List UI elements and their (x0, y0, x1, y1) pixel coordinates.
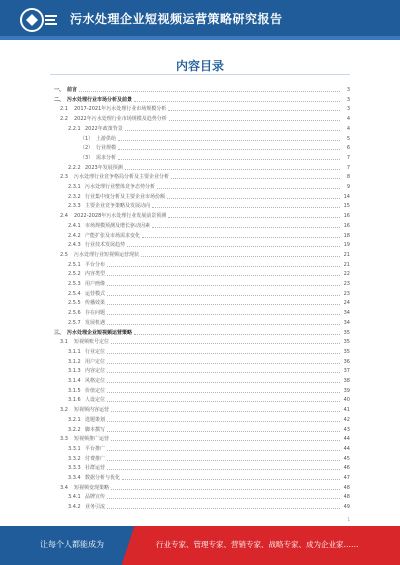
toc-entry[interactable] (54, 172, 350, 182)
toc-entry-page: 19 (343, 242, 350, 249)
toc-entry-number: 3.4 (60, 484, 68, 491)
toc-entry-number: 一、 (54, 87, 65, 93)
toc-entry-title: 污水处理行业市场分析及前景 (67, 96, 133, 103)
toc-leader-dots (107, 314, 340, 315)
toc-entry-number: 2.4.3 (68, 242, 81, 249)
toc-entry-page: 18 (343, 232, 350, 239)
toc-entry-number: 3.3.2 (68, 455, 81, 462)
report-title: 污水处理企业短视频运营策略研究报告 (70, 12, 283, 26)
toc-entry-title: 发展机遇 (85, 319, 106, 326)
toc-entry-number: 3.3 (60, 436, 68, 443)
toc-entry-title: 需求分析 (96, 154, 117, 161)
toc-entry[interactable] (54, 143, 350, 153)
toc-entry-title: 付费推广 (85, 455, 106, 462)
toc-entry-number: 2.5.4 (68, 290, 81, 297)
toc-entry-page: 9 (346, 184, 350, 190)
toc-entry[interactable] (54, 492, 350, 502)
toc-leader-dots (152, 207, 340, 208)
toc-entry-page: 40 (343, 397, 350, 404)
toc-divider (50, 74, 350, 75)
toc-entry-number: 3.1.4 (68, 378, 81, 384)
toc-entry-number: 2.3.2 (68, 193, 81, 200)
toc-entry-number: 3.4.1 (68, 494, 81, 501)
toc-entry-page: 5 (346, 135, 350, 142)
toc-entry-page: 3 (346, 96, 350, 103)
toc-entry-title: 市场规模预测及增长驱动因素 (85, 222, 151, 229)
toc-entry-page: 3 (346, 106, 350, 113)
toc-entry[interactable] (54, 318, 350, 328)
toc-leader-dots (167, 198, 340, 199)
toc-entry[interactable] (54, 250, 350, 260)
toc-entry[interactable] (54, 163, 350, 173)
toc-entry[interactable] (54, 221, 350, 231)
toc-entry[interactable] (54, 434, 350, 444)
toc-entry-title: 脚本撰写 (85, 426, 106, 433)
toc-leader-dots (107, 392, 340, 393)
toc-leader-dots (111, 411, 340, 412)
toc-entry[interactable] (54, 463, 350, 473)
toc-entry-page: 43 (343, 426, 350, 433)
toc-entry-page: 45 (343, 455, 350, 462)
toc-leader-dots (107, 266, 340, 267)
table-of-contents (54, 85, 350, 517)
toc-entry-page: 44 (343, 436, 350, 443)
toc-entry-title: 运营模式 (85, 290, 106, 297)
toc-entry[interactable] (54, 260, 350, 270)
toc-entry-number: 3.1.2 (68, 358, 81, 365)
toc-leader-dots (107, 304, 340, 305)
toc-leader-dots (171, 178, 340, 179)
toc-entry-page: 38 (343, 378, 350, 384)
toc-entry[interactable] (54, 483, 350, 493)
toc-leader-dots (107, 275, 340, 276)
toc-entry-page: 6 (346, 145, 350, 152)
toc-entry-title: 传播效果 (85, 300, 106, 307)
toc-entry-number: 2.3.3 (68, 203, 81, 210)
toc-entry[interactable] (54, 386, 350, 396)
toc-entry[interactable] (54, 279, 350, 289)
toc-entry-page: 23 (343, 281, 350, 287)
toc-entry-number: （2） (80, 145, 94, 152)
toc-entry[interactable] (54, 201, 350, 211)
toc-entry[interactable] (54, 134, 350, 144)
toc-entry-number: （3） (80, 154, 94, 161)
toc-leader-dots (79, 91, 340, 92)
toc-leader-dots (134, 101, 340, 102)
toc-entry-page: 34 (343, 310, 350, 317)
toc-leader-dots (125, 130, 340, 131)
toc-leader-dots (107, 498, 340, 499)
toc-leader-dots (168, 110, 340, 111)
toc-entry-number: 3.3.3 (68, 465, 81, 472)
page-number: 1 (347, 517, 350, 522)
toc-entry-number: 3.4.2 (68, 504, 81, 511)
toc-entry-page: 7 (346, 164, 350, 171)
toc-entry-number: 2.4 (60, 213, 68, 220)
toc-entry-title: 2023年发展预测 (85, 164, 123, 171)
toc-leader-dots (107, 401, 340, 402)
toc-entry[interactable] (54, 124, 350, 134)
toc-entry-page: 39 (343, 387, 350, 394)
toc-entry-number: 三、 (54, 329, 65, 336)
toc-entry-title: 污水处理企业短视频运营策略 (67, 329, 133, 336)
toc-leader-dots (125, 169, 340, 170)
toc-leader-dots (118, 140, 340, 141)
toc-entry-title: 主要企业竞争策略及发展动向 (85, 203, 151, 210)
toc-entry-number: 3.3.4 (68, 475, 81, 481)
toc-leader-dots (107, 382, 340, 383)
toc-entry-title: 用户定位 (85, 358, 106, 365)
toc-entry[interactable] (54, 444, 350, 454)
company-logo-icon (18, 6, 60, 34)
toc-entry-number: 2.5.6 (68, 310, 81, 317)
footer-tagline: 行业专家、管理专家、营销专家、战略专家、成为企业家…… (156, 540, 359, 549)
toc-entry-title: 内容定位 (85, 368, 106, 375)
toc-entry-page: 46 (343, 465, 350, 472)
toc-entry-page: 44 (343, 445, 350, 452)
toc-entry-title: 上游供给 (96, 135, 117, 142)
toc-entry[interactable] (54, 415, 350, 425)
toc-entry-title: 业务引流 (85, 504, 106, 511)
toc-leader-dots (111, 343, 340, 344)
header-accent-bar (0, 36, 400, 40)
toc-entry-number: 二、 (54, 96, 65, 103)
toc-entry-title: 污水处理行业短视频运营现状 (74, 251, 140, 258)
toc-entry-title: 2022年政策背景 (85, 125, 123, 132)
toc-entry-number: 2.4.2 (68, 232, 81, 239)
toc-entry[interactable] (54, 231, 350, 241)
toc-entry-title: 平台推广 (85, 445, 106, 452)
toc-leader-dots (141, 256, 340, 257)
toc-entry-page: 41 (343, 407, 350, 414)
toc-entry-page: 4 (346, 116, 350, 123)
toc-entry-page: 21 (343, 251, 350, 258)
toc-entry[interactable] (54, 473, 350, 483)
toc-entry-number: 3.2.2 (68, 426, 81, 433)
toc-entry-title: 价值定位 (85, 387, 106, 394)
toc-entry[interactable] (54, 85, 350, 95)
footer-banner (0, 526, 400, 565)
toc-entry-title: 2022年污水处理行业市场规模及趋势分析 (74, 116, 167, 123)
toc-entry-title: 短视频账号定位 (74, 339, 110, 346)
toc-entry[interactable] (54, 405, 350, 415)
toc-entry-title: 内容类型 (85, 271, 106, 278)
toc-entry-title: 选题策划 (85, 416, 106, 423)
toc-entry-page: 34 (343, 319, 350, 326)
toc-entry-page: 23 (343, 290, 350, 297)
toc-entry[interactable] (54, 95, 350, 105)
toc-entry-number: 2.3 (60, 174, 68, 181)
toc-entry[interactable] (54, 104, 350, 114)
toc-leader-dots (127, 246, 340, 247)
toc-entry-number: 3.2 (60, 407, 68, 414)
toc-entry-title: 平台分布 (85, 261, 106, 268)
toc-entry-title: 短视频推广运营 (74, 436, 110, 443)
toc-entry-title: 风格定位 (85, 378, 106, 384)
toc-leader-dots (111, 440, 340, 441)
toc-entry-number: 2.4.1 (68, 222, 81, 229)
toc-entry-page: 3 (346, 87, 350, 93)
toc-entry-number: 3.1 (60, 339, 68, 346)
toc-entry-page: 47 (343, 475, 350, 481)
toc-entry-page: 35 (343, 339, 350, 346)
toc-entry-title: 前言 (67, 87, 78, 93)
toc-entry[interactable] (54, 211, 350, 221)
toc-entry[interactable] (54, 376, 350, 386)
toc-leader-dots (107, 372, 340, 373)
toc-entry[interactable] (54, 502, 350, 512)
toc-leader-dots (111, 489, 340, 490)
footer-slogan: 让每个人都能成为 (40, 540, 104, 549)
toc-entry[interactable] (54, 298, 350, 308)
toc-entry-page: 36 (343, 358, 350, 365)
toc-entry-number: 3.3.1 (68, 445, 81, 452)
toc-leader-dots (118, 159, 340, 160)
toc-entry-number: 2.5.2 (68, 271, 81, 278)
toc-entry-page: 37 (343, 368, 350, 375)
toc-entry-page: 48 (343, 484, 350, 491)
toc-leader-dots (107, 431, 340, 432)
toc-entry[interactable] (54, 357, 350, 367)
toc-leader-dots (118, 149, 340, 150)
toc-leader-dots (122, 479, 340, 480)
toc-entry[interactable] (54, 182, 350, 192)
toc-entry-page: 16 (343, 213, 350, 220)
toc-leader-dots (169, 120, 340, 121)
toc-entry-page: 16 (343, 222, 350, 229)
toc-entry[interactable] (54, 114, 350, 124)
toc-entry-title: 存在问题 (85, 310, 106, 317)
toc-entry[interactable] (54, 366, 350, 376)
toc-entry-number: 2.2 (60, 116, 68, 123)
toc-entry-number: 2.5.1 (68, 261, 81, 268)
toc-entry-number: 2.5.7 (68, 319, 81, 326)
toc-entry-title: 污水处理行业竞争格局分析及主要企业分析 (74, 174, 170, 181)
toc-entry-title: 2017-2021年污水处理行业市场规模分析 (74, 106, 167, 113)
toc-entry-page: 24 (343, 300, 350, 307)
toc-entry[interactable] (54, 153, 350, 163)
toc-leader-dots (107, 460, 340, 461)
toc-entry-title: 品牌宣传 (85, 494, 106, 501)
toc-entry-title: 人设定位 (85, 397, 106, 404)
toc-entry-title: 行业技术发展趋势 (85, 242, 126, 249)
toc-entry[interactable] (54, 337, 350, 347)
toc-entry[interactable] (54, 192, 350, 202)
toc-entry-number: 2.5.3 (68, 281, 81, 287)
toc-entry-title: 2022-2028年污水处理行业发展前景预测 (74, 213, 167, 220)
toc-entry-number: 2.5.5 (68, 300, 81, 307)
toc-entry-number: 3.1.1 (68, 348, 81, 355)
toc-entry-number: 3.1.5 (68, 387, 81, 394)
toc-entry-number: 2.2.2 (68, 164, 81, 171)
toc-entry[interactable] (54, 308, 350, 318)
toc-entry-title: 行业规模 (96, 145, 117, 152)
toc-leader-dots (107, 450, 340, 451)
toc-entry-number: 2.3.1 (68, 184, 81, 190)
toc-leader-dots (107, 353, 340, 354)
toc-leader-dots (107, 363, 340, 364)
toc-entry-page: 7 (346, 154, 350, 161)
toc-entry-title: 短视频变现策略 (74, 484, 110, 491)
toc-leader-dots (142, 237, 340, 238)
toc-entry-page: 35 (343, 329, 350, 336)
toc-entry-title: 行业集中度分析及主要企业市场份额 (85, 193, 166, 200)
toc-entry-page: 15 (343, 203, 350, 210)
toc-entry-page: 8 (346, 174, 350, 181)
toc-leader-dots (157, 188, 340, 189)
header-banner (0, 0, 400, 40)
toc-entry-number: 3.1.3 (68, 368, 81, 375)
toc-entry[interactable] (54, 425, 350, 435)
toc-entry-page: 42 (343, 416, 350, 423)
toc-entry-page: 35 (343, 348, 350, 355)
toc-leader-dots (107, 285, 340, 286)
toc-leader-dots (168, 217, 340, 218)
toc-entry-page: 48 (343, 494, 350, 501)
toc-entry-title: 产能扩张及市场需求变化 (85, 232, 141, 239)
toc-entry-title: 污水处理行业整体竞争态势分析 (85, 184, 156, 190)
toc-entry-title: 用户画像 (85, 281, 106, 287)
toc-entry-page: 21 (343, 261, 350, 268)
toc-entry-number: 2.5 (60, 251, 68, 258)
toc-entry-number: （1） (80, 135, 94, 142)
toc-entry-title: 短视频内容运营 (74, 407, 110, 414)
toc-leader-dots (107, 324, 340, 325)
toc-entry[interactable] (54, 240, 350, 250)
toc-entry[interactable] (54, 395, 350, 405)
toc-entry-number: 3.2.1 (68, 416, 81, 423)
toc-entry-title: 社群运营 (85, 465, 106, 472)
toc-entry[interactable] (54, 347, 350, 357)
toc-entry-number: 3.1.6 (68, 397, 81, 404)
toc-leader-dots (134, 334, 340, 335)
toc-heading: 内容目录 (175, 59, 224, 73)
toc-entry-page: 4 (346, 125, 350, 132)
toc-entry[interactable] (54, 454, 350, 464)
toc-leader-dots (107, 295, 340, 296)
toc-entry[interactable] (54, 328, 350, 338)
toc-entry-title: 数据分析与优化 (85, 475, 121, 481)
toc-entry[interactable] (54, 269, 350, 279)
toc-leader-dots (107, 421, 340, 422)
toc-entry-number: 2.1 (60, 106, 68, 113)
toc-entry-page: 22 (343, 271, 350, 278)
toc-entry-page: 14 (343, 193, 350, 200)
toc-entry-number: 2.2.1 (68, 125, 81, 132)
toc-leader-dots (107, 469, 340, 470)
toc-entry-page: 49 (343, 504, 350, 511)
toc-leader-dots (152, 227, 340, 228)
toc-entry[interactable] (54, 289, 350, 299)
toc-leader-dots (107, 508, 340, 509)
toc-entry-title: 行业定位 (85, 348, 106, 355)
